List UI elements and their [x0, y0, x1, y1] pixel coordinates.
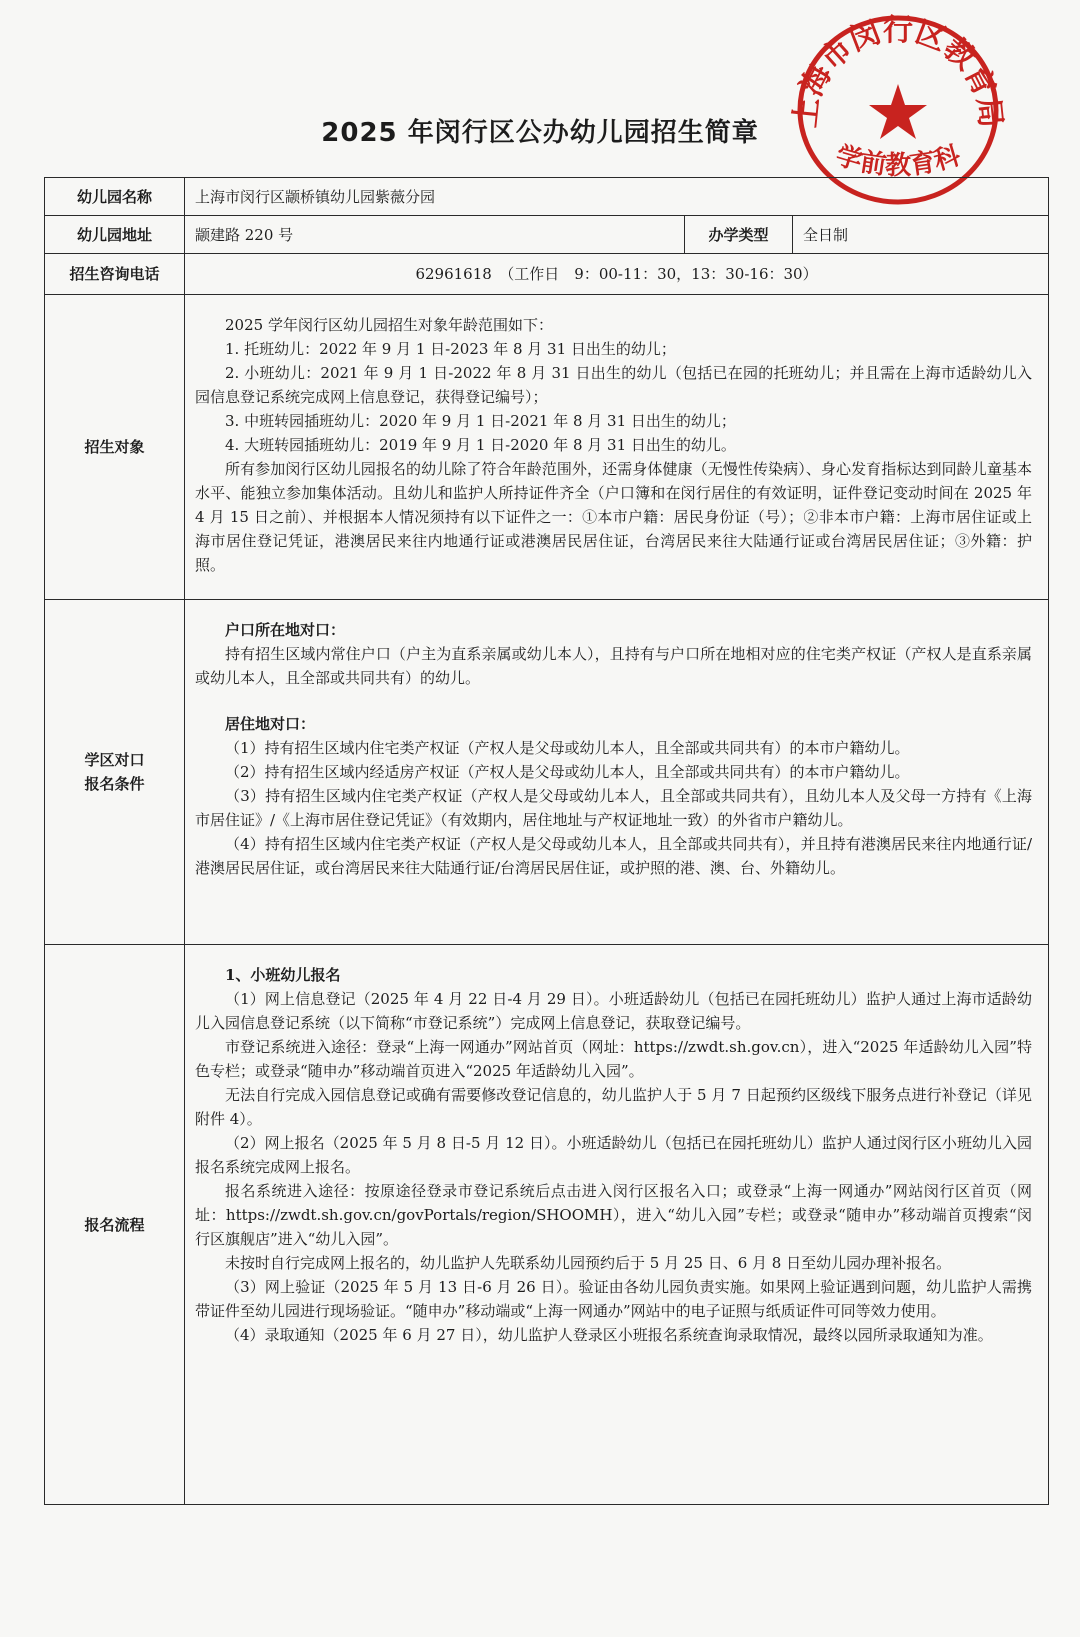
enroll-target-paragraph: 所有参加闵行区幼儿园报名的幼儿除了符合年龄范围外，还需身体健康（无慢性传染病）、身心发育指标达到同龄儿童基本水平、能独立参加集体活动。且幼儿和监护人所持证件齐全（户口簿和在闵行居住的有效证明，证件登记变动时间在 2025 年 4 月 15 日之前）、并根据本人情况须持有以下证件之一：①本市户籍：居民身份证（号）；②非本市户籍：上海市居住证或上海市居住登记凭证，港澳居民来往内地通行证或港澳居民居住证，台湾居民来往大陆通行证或台湾居民居住证；③外籍：护照。	[195, 460, 1033, 574]
process-paragraph: 无法自行完成入园信息登记或确有需要修改登记信息的，幼儿监护人于 5 月 7 日起预约区级线下服务点进行补登记（详见附件 4）。	[195, 1086, 1033, 1128]
label-district	[45, 600, 185, 945]
hukou-text: 持有招生区域内常住户口（户主为直系亲属或幼儿本人），且持有与户口所在地相对应的住宅类产权证（产权人是直系亲属或幼儿本人，且全部或共同共有）的幼儿。	[195, 645, 1033, 687]
residence-item: （4）持有招生区域内住宅类产权证（产权人是父母或幼儿本人，且全部或共同共有），并且持有港澳居民来往内地通行证/港澳居民居住证，或台湾居民来往大陆通行证/台湾居民居住证，或护照的港、澳、台、外籍幼儿。	[195, 835, 1033, 877]
process-paragraph: （1）网上信息登记（2025 年 4 月 22 日-4 月 29 日）。小班适龄幼儿（包括已在园托班幼儿）监护人通过上海市适龄幼儿入园信息登记系统（以下简称“市登记系统”）完成网上信息登记，获取登记编号。	[195, 990, 1033, 1032]
process-content	[185, 945, 1049, 1505]
residence-item: （3）持有招生区域内住宅类产权证（产权人是父母或幼儿本人，且全部或共同共有），且幼儿本人及父母一方持有《上海市居住证》/《上海市居住登记凭证》（有效期内，居住地址与产权证地址一致）的外省市户籍幼儿。	[195, 787, 1033, 829]
hukou-heading: 户口所在地对口：	[225, 621, 346, 639]
enroll-target-paragraph: 4. 大班转园插班幼儿：2019 年 9 月 1 日-2020 年 8 月 31 日出生的幼儿。	[225, 436, 736, 454]
residence-item: （1）持有招生区域内住宅类产权证（产权人是父母或幼儿本人，且全部或共同共有）的本市户籍幼儿。	[225, 739, 910, 757]
label-school-type: 办学类型	[685, 216, 793, 254]
process-paragraph: 市登记系统进入途径：登录“上海一网通办”网站首页（网址：https://zwdt.sh.gov.cn），进入“2025 年适龄幼儿入园”特色专栏；或登录“随申办”移动端首页进入“2025 年适龄幼儿入园”。	[195, 1038, 1033, 1080]
process-heading: 1、小班幼儿报名	[225, 966, 341, 984]
district-content	[185, 600, 1049, 945]
enroll-target-paragraph: 3. 中班转园插班幼儿：2020 年 9 月 1 日-2021 年 8 月 31 日出生的幼儿；	[225, 412, 736, 430]
seal-outer-text: 上海市闵行区教育局	[788, 13, 1008, 130]
row-enroll-target	[45, 295, 1049, 600]
label-enroll-target: 招生对象	[45, 295, 185, 600]
enroll-target-content	[185, 295, 1049, 600]
page-title: 2025 年闵行区公办幼儿园招生简章	[321, 118, 759, 148]
row-phone	[45, 254, 1049, 295]
enroll-target-paragraph: 2. 小班幼儿：2021 年 9 月 1 日-2022 年 8 月 31 日出生的幼儿（包括已在园的托班幼儿；并且需在上海市适龄幼儿入园信息登记系统完成网上信息登记，获得登记编号）；	[195, 364, 1033, 406]
process-paragraph: （2）网上报名（2025 年 5 月 8 日-5 月 12 日）。小班适龄幼儿（包括已在园托班幼儿）监护人通过闵行区小班幼儿入园报名系统完成网上报名。	[195, 1134, 1033, 1176]
value-kindergarten-name: 上海市闵行区颛桥镇幼儿园紫薇分园	[185, 178, 1049, 216]
enroll-target-paragraph: 2025 学年闵行区幼儿园招生对象年龄范围如下：	[225, 316, 553, 334]
label-district-line2: 报名条件	[84, 775, 145, 793]
enrollment-form-table	[44, 177, 1049, 1505]
star-icon	[869, 84, 927, 139]
seal-inner-text: 学前教育科	[832, 140, 964, 181]
row-name	[45, 178, 1049, 216]
value-address: 颛建路 220 号	[185, 216, 685, 254]
enroll-target-paragraph: 1. 托班幼儿：2022 年 9 月 1 日-2023 年 8 月 31 日出生的幼儿；	[225, 340, 676, 358]
process-paragraph: 报名系统进入途径：按原途径登录市登记系统后点击进入闵行区报名入口；或登录“上海一网通办”网站闵行区首页（网址：https://zwdt.sh.gov.cn/govPortals/region/SHOOMH），进入“幼儿入园”专栏；或登录“随申办”移动端首页搜索“闵行区旗舰店”进入“幼儿入园”。	[195, 1182, 1033, 1248]
row-district	[45, 600, 1049, 945]
value-phone: 62961618 （工作日 9：00-11：30，13：30-16：30）	[185, 254, 1049, 295]
label-address: 幼儿园地址	[45, 216, 185, 254]
residence-heading: 居住地对口：	[225, 715, 316, 733]
value-school-type: 全日制	[793, 216, 1049, 254]
residence-item: （2）持有招生区域内经适房产权证（产权人是父母或幼儿本人，且全部或共同共有）的本市户籍幼儿。	[225, 763, 910, 781]
label-district-line1: 学区对口	[84, 751, 145, 769]
process-paragraph: （3）网上验证（2025 年 5 月 13 日-6 月 26 日）。验证由各幼儿园负责实施。如果网上验证遇到问题，幼儿监护人需携带证件至幼儿园进行现场验证。“随申办”移动端或“上海一网通办”网站中的电子证照与纸质证件可同等效力使用。	[195, 1278, 1033, 1320]
process-paragraph: 未按时自行完成网上报名的，幼儿监护人先联系幼儿园预约后于 5 月 25 日、6 月 8 日至幼儿园办理补报名。	[225, 1254, 952, 1272]
row-process	[45, 945, 1049, 1505]
label-kindergarten-name: 幼儿园名称	[45, 178, 185, 216]
label-process: 报名流程	[45, 945, 185, 1505]
label-phone: 招生咨询电话	[45, 254, 185, 295]
process-paragraph: （4）录取通知（2025 年 6 月 27 日），幼儿监护人登录区小班报名系统查询录取情况，最终以园所录取通知为准。	[225, 1326, 993, 1344]
row-address	[45, 216, 1049, 254]
